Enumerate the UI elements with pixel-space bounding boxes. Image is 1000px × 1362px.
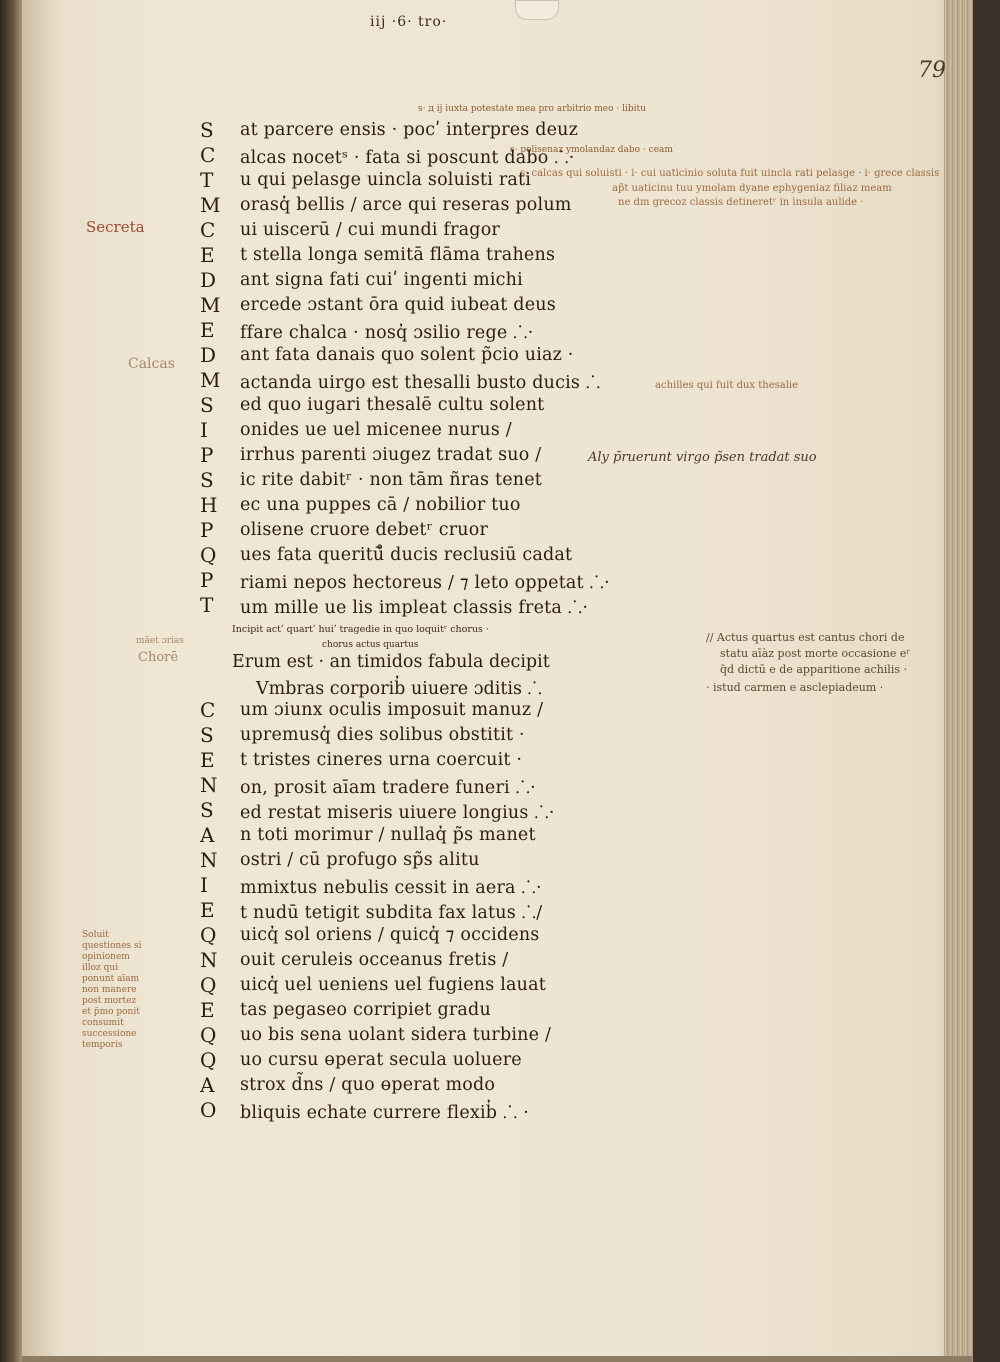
verse-line: bliquis echate currere flexib̓ ⸫ · (240, 1103, 530, 1123)
verse-line: ant signa fati cuiʹ ingenti michi (240, 270, 523, 290)
act-first-line: Erum est · an timidos fabula decipit (232, 652, 550, 672)
act-second-line: Vmbras corporib̓ uiuere ɔditis ⸫ (256, 679, 542, 699)
verse-initial: E (200, 998, 215, 1022)
margin-calcas: Calcas (128, 356, 175, 372)
gloss-line-3: s· calcas qui soluisti · i· cui uaticinio soluta fuit uincla rati pelasge · i· grece classis (520, 168, 940, 179)
verse-initial: I (200, 873, 208, 897)
verse-line: ic rite dabitʳ · non tām ñras tenet (240, 470, 543, 490)
verse-initial: E (200, 318, 215, 342)
verse-line: ercede ɔstant ōra quid iubeat deus (240, 295, 556, 315)
verse-line: olisene cruore debetʳ cruor (240, 520, 489, 540)
act-note-3: q̄d dictū e de apparitione achilis · (720, 663, 907, 676)
verse-initial: P (200, 568, 214, 592)
verse-initial: T (200, 593, 214, 617)
gloss-achilles: achilles qui fuit dux thesalie (655, 380, 799, 391)
verse-line: ostri / cū profugo sp̃s alitu (240, 850, 480, 870)
verse-line: riami nepos hectoreus / ⁊ leto oppetat ⸫· (240, 573, 610, 593)
verse-line: n toti morimur / nullaq̓ p̃s manet (240, 825, 536, 845)
verse-line: ouit ceruleis occeanus fretis / (240, 950, 509, 970)
gloss-line-5: ne dm grecoz classis detineretʳ in insula aulide · (618, 197, 864, 208)
margin-note-questions: Soluit questiones si opinionem illoz qui ponunt aīam non manere post mortez et p̃mo ponit consumit successione temporis (82, 930, 142, 1050)
act-note-4: · istud carmen e asclepiadeum · (706, 681, 884, 694)
verse-line: alcas nocetˢ · fata si poscunt dabo ⸫· (240, 148, 575, 168)
folio-number: 79 (918, 58, 946, 83)
verse-line: t stella longa semitā flāma trahens (240, 245, 556, 265)
verse-initial: C (200, 698, 216, 722)
verse-line: ues fata queritū̊ ducis reclusiū cadat (240, 545, 573, 565)
verse-line: t tristes cineres urna coercuit · (240, 750, 523, 770)
verse-initial: A (200, 823, 215, 847)
verse-line: t nudū tetigit subdita fax latus ⸫/ (240, 903, 543, 923)
verse-initial: E (200, 748, 215, 772)
verse-initial: C (200, 218, 216, 242)
verse-initial: D (200, 343, 217, 367)
verse-initial: P (200, 443, 214, 467)
verse-initial: Q (200, 1048, 217, 1072)
gloss-line-2: s· polisenaz ymolandaz dabo · ceam (510, 145, 673, 155)
act-intro: Incipit actʹ quartʹ huiʹ tragedie in quo loquitʳ chorus · (232, 624, 489, 635)
verse-line: uicq̓ sol oriens / quicq̓ ⁊ occidens (240, 925, 540, 945)
verse-line: ui uiscerū / cui mundi fragor (240, 220, 501, 240)
verse-line: upremusq̓ dies solibus obstitit · (240, 725, 525, 745)
verse-initial: Q (200, 923, 217, 947)
act-note-2: statu aīàz post morte occasione eʳ (720, 647, 911, 660)
verse-line: onides ue uel micenee nurus / (240, 420, 512, 440)
verse-line: actanda uirgo est thesalli busto ducis ⸫ (240, 373, 601, 393)
verse-initial: Q (200, 1023, 217, 1047)
verse-line: uo cursu ɵperat secula uoluere (240, 1050, 522, 1070)
running-head: iij ·6· tro· (370, 14, 448, 30)
verse-line: um mille ue lis impleat classis freta ⸫· (240, 598, 589, 618)
verse-initial: S (200, 723, 214, 747)
verse-line: ed quo iugari thesalē cultu solent (240, 395, 545, 415)
verse-initial: S (200, 393, 214, 417)
act-note-1: // Actus quartus est cantus chori de (706, 631, 905, 644)
verse-initial: E (200, 898, 215, 922)
verse-initial: O (200, 1098, 217, 1122)
margin-chorus-small: māet ɔrias (136, 636, 184, 646)
verse-initial: N (200, 848, 218, 872)
verse-initial: S (200, 118, 214, 142)
verse-initial: E (200, 243, 215, 267)
verse-line: ffare chalca · nosq̓ ɔsilio rege ⸫· (240, 323, 534, 343)
verse-initial: M (200, 368, 221, 392)
verse-initial: S (200, 798, 214, 822)
chorus-label: chorus actus quartus (322, 640, 419, 650)
verse-initial: Q (200, 543, 217, 567)
margin-secreta: Secreta (86, 218, 145, 236)
margin-chorus: Chorē (138, 650, 179, 665)
verse-line: um ɔiunx oculis imposuit manuz / (240, 700, 544, 720)
verse-initial: M (200, 193, 221, 217)
verse-initial: I (200, 418, 208, 442)
verse-line: uo bis sena uolant sidera turbine / (240, 1025, 552, 1045)
verse-line: on, prosit aīam tradere funeri ⸫· (240, 778, 536, 798)
verse-line: uicq̓ uel ueniens uel fugiens lauat (240, 975, 546, 995)
verse-line: strox d̃ns / quo ɵperat modo (240, 1075, 496, 1095)
verse-initial: N (200, 773, 218, 797)
verse-initial: P (200, 518, 214, 542)
verse-initial: Q (200, 973, 217, 997)
verse-initial: T (200, 168, 214, 192)
verse-line: at parcere ensis · pocʹ interpres deuz (240, 120, 579, 140)
verse-line: mmixtus nebulis cessit in aera ⸫· (240, 878, 542, 898)
verse-initial: D (200, 268, 217, 292)
gloss-top: s· д ij iuxta potestate mea pro arbitrio meo · libitu (418, 104, 646, 114)
verse-initial: A (200, 1073, 215, 1097)
page-edge-stack (944, 0, 972, 1362)
verse-initial: C (200, 143, 216, 167)
verse-line: ant fata danais quo solent p̃cio uiaz · (240, 345, 574, 365)
verse-line: irrhus parenti ɔiugez tradat suo / (240, 445, 542, 465)
page-clip-shadow (515, 0, 559, 20)
verse-initial: N (200, 948, 218, 972)
verse-line: tas pegaseo corripiet gradu (240, 1000, 491, 1020)
verse-initial: M (200, 293, 221, 317)
gloss-line-4: ap̃t uaticinu tuu ymolam dyane ephygeniaz filiaz meam (612, 183, 892, 194)
verse-line: u qui pelasge uincla soluisti rati (240, 170, 532, 190)
margin-variant-reading: Aly p̃ruerunt virgo p̃sen tradat suo (588, 450, 817, 465)
page-bottom-edge (22, 1356, 972, 1362)
verse-line: ed restat miseris uiuere longius ⸫· (240, 803, 555, 823)
verse-line: orasq̓ bellis / arce qui reseras polum (240, 195, 572, 215)
verse-initial: H (200, 493, 218, 517)
verse-initial: S (200, 468, 214, 492)
verse-line: ec una puppes cā / nobilior tuo (240, 495, 521, 515)
